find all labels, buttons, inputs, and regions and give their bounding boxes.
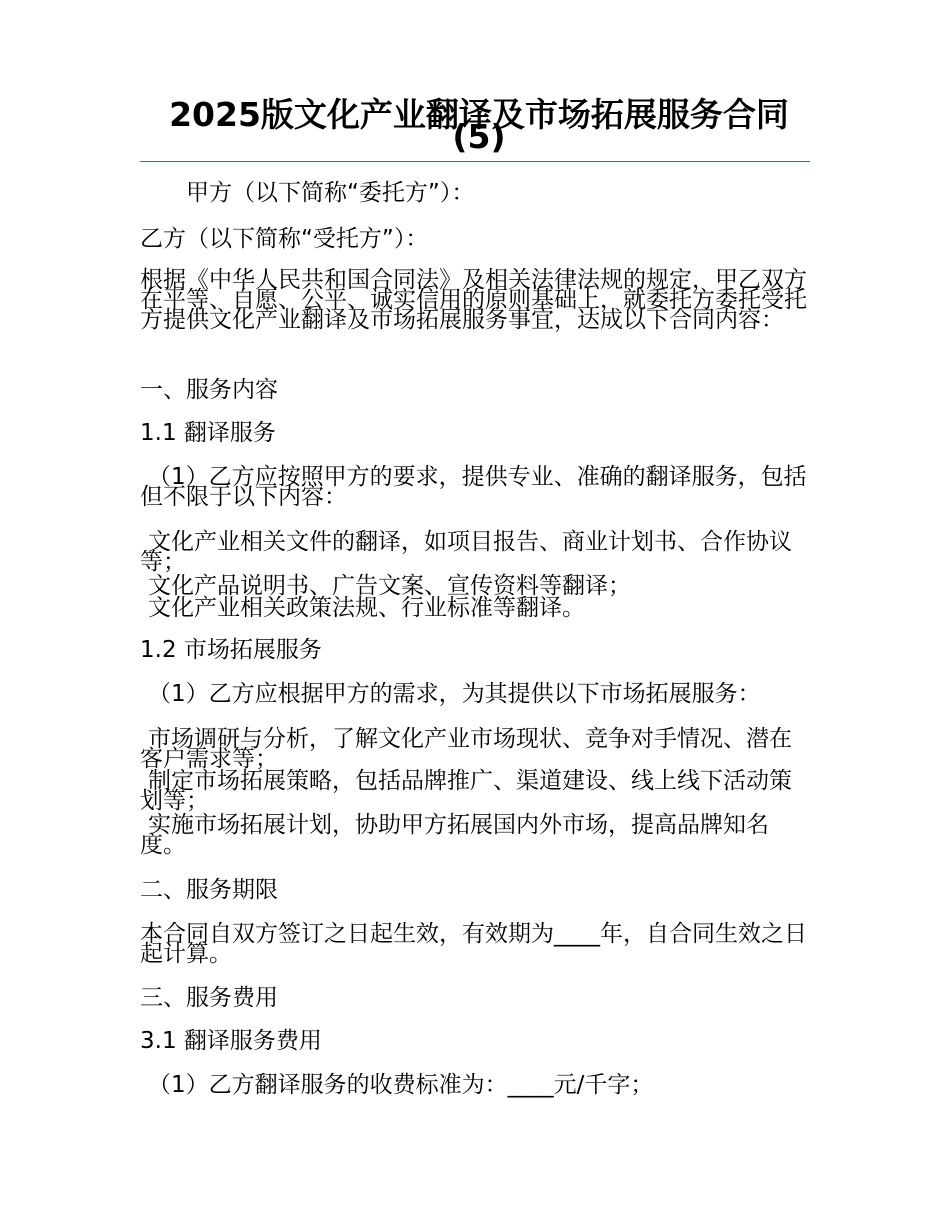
section-heading-service-content: 一、服务内容 bbox=[140, 377, 278, 403]
section-heading-service-fee: 三、服务费用 bbox=[140, 985, 278, 1011]
document-title: 2025版文化产业翻译及市场拓展服务合同(5) bbox=[169, 95, 789, 156]
market-item-2: 制定市场拓展策略，包括品牌推广、渠道建设、线上线下活动策划等； bbox=[140, 768, 792, 814]
market-item-1: 市场调研与分析，了解文化产业市场现状、竞争对手情况、潜在客户需求等； bbox=[140, 726, 792, 772]
service-period-text: 本合同自双方签订之日起生效，有效期为____年，自合同生效之日起计算。 bbox=[140, 921, 807, 967]
subsection-heading-market-expansion: 1.2 市场拓展服务 bbox=[140, 637, 322, 663]
party-b-line: 乙方（以下简称“受托方”）： bbox=[140, 226, 429, 252]
subsection-heading-translation-fee: 3.1 翻译服务费用 bbox=[140, 1028, 322, 1054]
market-clause-1: （1）乙方应根据甲方的需求，为其提供以下市场拓展服务： bbox=[148, 681, 761, 707]
subsection-heading-translation: 1.1 翻译服务 bbox=[140, 420, 276, 446]
market-item-3: 实施市场拓展计划，协助甲方拓展国内外市场，提高品牌知名度。 bbox=[140, 812, 769, 858]
section-heading-service-period: 二、服务期限 bbox=[140, 877, 278, 903]
translation-item-2: 文化产品说明书、广告文案、宣传资料等翻译； bbox=[148, 573, 631, 599]
preamble-paragraph: 根据《中华人民共和国合同法》及相关法律法规的规定，甲乙双方在平等、自愿、公平、诚实信用的原则基础上，就委托方委托受托方提供文化产业翻译及市场拓展服务事宜，达成以下合同内容： bbox=[140, 267, 807, 333]
title-divider bbox=[140, 161, 810, 162]
party-a-line: 甲方（以下简称“委托方”）： bbox=[186, 180, 475, 206]
translation-fee-clause-1: （1）乙方翻译服务的收费标准为：____元/千字； bbox=[148, 1072, 654, 1098]
translation-item-1: 文化产业相关文件的翻译，如项目报告、商业计划书、合作协议等； bbox=[140, 529, 792, 575]
translation-item-3: 文化产业相关政策法规、行业标准等翻译。 bbox=[148, 595, 585, 621]
translation-clause-1: （1）乙方应按照甲方的要求，提供专业、准确的翻译服务，包括但不限于以下内容： bbox=[140, 464, 807, 510]
